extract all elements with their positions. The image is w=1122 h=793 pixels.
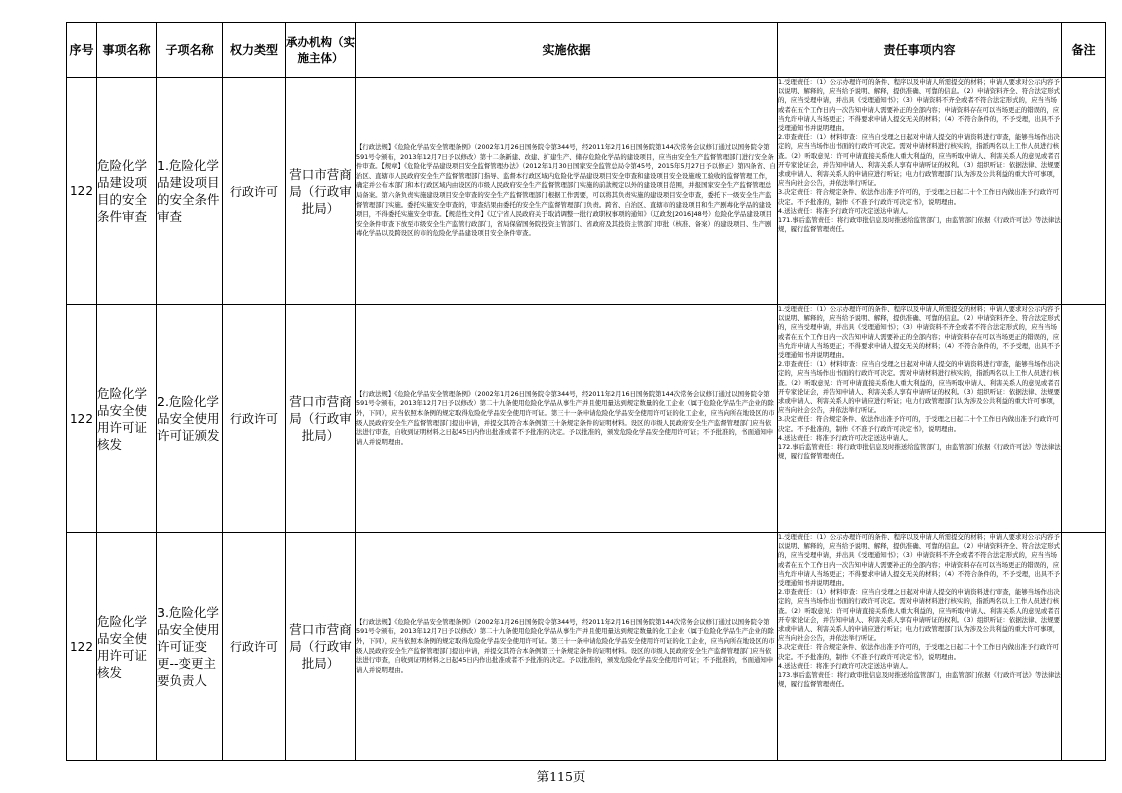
- header-basis: 实施依据: [356, 23, 778, 78]
- row-legal-basis: 【行政法规】《危险化学品安全管理条例》（2002年1月26日国务院令第344号，经2011年2月16日国务院第144次常务会议修订通过以国务院令第591号令颁布，2013年12月7日予以修改）第十二条新建、改建、扩建生产、储存危险化学品的建设项目，应当由安全生产监督管理部门进行安全条件审查。【规章】《危险化学品建设项目安全监督管理办法》（2012年1月30日国家安全监管总局令第45号，2015年5月27日予以修正）第四条省、自治区、直辖市人民政府安全生产监督管理部门指导、监督本行政区域内危险化学品建设项目安全审查和建设项目安全设施竣工验收的监督管理工作，确定并公布本部门和本行政区域内由设区的市级人民政府安全生产监督管理部门实施的前款规定以外的建设项目范围，并报国家安全生产监督管理总局备案。第六条负责实施建设项目安全审查的安全生产监督管理部门根据工作需要，可以将其负责实施的建设项目安全审查，委托下一级安全生产监督管理部门实施。委托实施安全审查的，审查结果由委托的安全生产监督管理部门负责。跨省、自治区、直辖市的建设项目和生产剧毒化学品的建设项目，不得委托实施安全审查。【规范性文件】《辽宁省人民政府关于取消调整一批行政职权事项的通知》（辽政发[2016]48号）危险化学品建设项目安全条件审查下放至市级安全生产监管行政部门，省局保留国务院投资主管部门、省政府及其投资主管部门审批（核准、备案）的建设项目、生产剧毒化学品以及跨设区的市的危险化学品建设项目安全条件审查。: [356, 78, 778, 305]
- row-seq: 122: [67, 533, 97, 761]
- resp-review: 2.审查责任：（1）材料审查：应当自受理之日起对申请人提交的申请资料进行审查，能够当场作出决定的，应当当场作出书面的行政许可决定。需对申请材料进行核实的，指派两名以上工作人员进行核查。（2）听取意见：许可申请直接关系他人重大利益的，应当听取申请人、利害关系人的意见或者召开专家论证会，并告知申请人、利害关系人享有申请听证的权利。（3）组织听证：依据法律、法规要求或申请人、利害关系人的申请应进行听证；电力行政管理部门认为涉及公共利益的重大许可事项，应当向社会公告，并依法举行听证。: [778, 360, 1061, 415]
- row-subitem-name: 1.危险化学品建设项目的安全条件审查: [157, 78, 223, 305]
- row-organization: 营口市营商局（行政审批局）: [286, 305, 356, 533]
- header-resp: 责任事项内容: [778, 23, 1062, 78]
- row-item-name: 危险化学品安全使用许可证核发: [97, 305, 157, 533]
- row-organization: 营口市营商局（行政审批局）: [286, 533, 356, 761]
- row-legal-basis: 【行政法规】《危险化学品安全管理条例》（2002年1月26日国务院令第344号，经2011年2月16日国务院第144次常务会议修订通过以国务院令第591号令颁布，2013年12月7日予以修改）第二十九条使用危险化学品从事生产并且使用量达到规定数量的化工企业（属于危险化学品生产企业的除外，下同），应当依照本条例的规定取得危险化学品安全使用许可证。第三十一条申请危险化学品安全使用许可证的化工企业，应当向所在地设区的市级人民政府安全生产监督管理部门提出申请，并提交其符合本条例第三十条规定条件的证明材料。设区的市级人民政府安全生产监督管理部门应当依法进行审查，自收到证明材料之日起45日内作出批准或者不予批准的决定。予以批准的，颁发危险化学品安全使用许可证；不予批准的，书面通知申请人并说明理由。: [356, 533, 778, 761]
- header-note: 备注: [1062, 23, 1106, 78]
- resp-supervision: 173.事后监管责任：将行政审批信息及时推送给监管部门，由监管部门依据《行政许可法》等法律法规，履行监督管理责任。: [778, 671, 1061, 689]
- resp-supervision: 171.事后监管责任：将行政审批信息及时推送给监管部门，由监管部门依据《行政许可法》等法律法规，履行监督管理责任。: [778, 216, 1061, 234]
- row-organization: 营口市营商局（行政审批局）: [286, 78, 356, 305]
- row-note: [1062, 305, 1106, 533]
- table-row: [67, 533, 1106, 761]
- row-responsibilities: [778, 78, 1062, 305]
- row-seq: 122: [67, 305, 97, 533]
- resp-acceptance: 1.受理责任：（1）公示办理许可的条件、程序以及申请人所需提交的材料；申请人要求对公示内容予以说明、解释的，应当给予说明、解释，提供准确、可靠的信息。（2）申请资料齐全、符合法定形式的，应当受理申请，并出具《受理通知书》；（3）申请资料不齐全或者不符合法定形式的，应当当场或者在五个工作日内一次告知申请人需要补正的全部内容；申请资料存在可以当场更正的错误的，应当允许申请人当场更正；不得要求申请人提交无关的材料；（4）不符合条件的，不予受理，出具不予受理通知书并说明理由。: [778, 305, 1061, 360]
- header-org: 承办机构（实施主体）: [286, 23, 356, 78]
- header-seq: 序号: [67, 23, 97, 78]
- resp-supervision: 172.事后监管责任：将行政审批信息及时推送给监管部门，由监管部门依据《行政许可法》等法律法规，履行监督管理责任。: [778, 443, 1061, 461]
- row-responsibilities: [778, 305, 1062, 533]
- table-row: [67, 305, 1106, 533]
- header-row: [67, 23, 1106, 78]
- row-power-type: 行政许可: [223, 305, 286, 533]
- resp-delivery: 4.送达责任：将准予行政许可决定送达申请人。: [778, 206, 912, 215]
- resp-delivery: 4.送达责任：将准予行政许可决定送达申请人。: [778, 433, 912, 442]
- row-seq: 122: [67, 78, 97, 305]
- authority-table: [66, 22, 1106, 761]
- resp-review: 2.审查责任：（1）材料审查：应当自受理之日起对申请人提交的申请资料进行审查，能够当场作出决定的，应当当场作出书面的行政许可决定。需对申请材料进行核实的，指派两名以上工作人员进行核查。（2）听取意见：许可申请直接关系他人重大利益的，应当听取申请人、利害关系人的意见或者召开专家论证会，并告知申请人、利害关系人享有申请听证的权利。（3）组织听证：依据法律、法规要求或申请人、利害关系人的申请应进行听证；电力行政管理部门认为涉及公共利益的重大许可事项，应当向社会公告，并依法举行听证。: [778, 133, 1061, 188]
- row-item-name: 危险化学品安全使用许可证核发: [97, 533, 157, 761]
- resp-review: 2.审查责任：（1）材料审查：应当自受理之日起对申请人提交的申请资料进行审查，能够当场作出决定的，应当当场作出书面的行政许可决定。需对申请材料进行核实的，指派两名以上工作人员进行核查。（2）听取意见：许可申请直接关系他人重大利益的，应当听取申请人、利害关系人的意见或者召开专家论证会，并告知申请人、利害关系人享有申请听证的权利。（3）组织听证：依据法律、法规要求或申请人、利害关系人的申请应进行听证；电力行政管理部门认为涉及公共利益的重大许可事项，应当向社会公告，并依法举行听证。: [778, 588, 1061, 643]
- header-power: 权力类型: [223, 23, 286, 78]
- header-item: 事项名称: [97, 23, 157, 78]
- row-power-type: 行政许可: [223, 533, 286, 761]
- table-row: [67, 78, 1106, 305]
- row-item-name: 危险化学品建设项目的安全条件审查: [97, 78, 157, 305]
- row-subitem-name: 2.危险化学品安全使用许可证颁发: [157, 305, 223, 533]
- resp-delivery: 4.送达责任：将准予行政许可决定送达申请人。: [778, 661, 912, 670]
- resp-decision: 3.决定责任：符合规定条件、依法作出准予许可的，于受理之日起二十个工作日内做出准予行政许可决定。不予批准的，制作《不准予行政许可决定书》，说明理由。: [778, 188, 1059, 206]
- row-note: [1062, 78, 1106, 305]
- row-note: [1062, 533, 1106, 761]
- row-responsibilities: [778, 533, 1062, 761]
- header-subitem: 子项名称: [157, 23, 223, 78]
- row-power-type: 行政许可: [223, 78, 286, 305]
- page-number: 第115页: [536, 769, 586, 784]
- resp-acceptance: 1.受理责任：（1）公示办理许可的条件、程序以及申请人所需提交的材料；申请人要求对公示内容予以说明、解释的，应当给予说明、解释，提供准确、可靠的信息。（2）申请资料齐全、符合法定形式的，应当受理申请，并出具《受理通知书》；（3）申请资料不齐全或者不符合法定形式的，应当当场或者在五个工作日内一次告知申请人需要补正的全部内容；申请资料存在可以当场更正的错误的，应当允许申请人当场更正；不得要求申请人提交无关的材料；（4）不符合条件的，不予受理，出具不予受理通知书并说明理由。: [778, 78, 1061, 133]
- row-subitem-name: 3.危险化学品安全使用许可证变更--变更主要负责人: [157, 533, 223, 761]
- row-legal-basis: 【行政法规】《危险化学品安全管理条例》（2002年1月26日国务院令第344号，经2011年2月16日国务院第144次常务会议修订通过以国务院令第591号令颁布，2013年12月7日予以修改）第二十九条使用危险化学品从事生产并且使用量达到规定数量的化工企业（属于危险化学品生产企业的除外，下同），应当依照本条例的规定取得危险化学品安全使用许可证。第三十一条申请危险化学品安全使用许可证的化工企业，应当向所在地设区的市级人民政府安全生产监督管理部门提出申请，并提交其符合本条例第三十条规定条件的证明材料。设区的市级人民政府安全生产监督管理部门应当依法进行审查，自收到证明材料之日起45日内作出批准或者不予批准的决定。予以批准的，颁发危险化学品安全使用许可证；不予批准的，书面通知申请人并说明理由。: [356, 305, 778, 533]
- resp-decision: 3.决定责任：符合规定条件、依法作出准予许可的，于受理之日起二十个工作日内做出准予行政许可决定。不予批准的，制作《不准予行政许可决定书》，说明理由。: [778, 415, 1059, 433]
- resp-decision: 3.决定责任：符合规定条件、依法作出准予许可的，于受理之日起二十个工作日内做出准予行政许可决定。不予批准的，制作《不准予行政许可决定书》，说明理由。: [778, 643, 1059, 661]
- resp-acceptance: 1.受理责任：（1）公示办理许可的条件、程序以及申请人所需提交的材料；申请人要求对公示内容予以说明、解释的，应当给予说明、解释，提供准确、可靠的信息。（2）申请资料齐全、符合法定形式的，应当受理申请，并出具《受理通知书》；（3）申请资料不齐全或者不符合法定形式的，应当当场或者在五个工作日内一次告知申请人需要补正的全部内容；申请资料存在可以当场更正的错误的，应当允许申请人当场更正；不得要求申请人提交无关的材料；（4）不符合条件的，不予受理，出具不予受理通知书并说明理由。: [778, 533, 1061, 588]
